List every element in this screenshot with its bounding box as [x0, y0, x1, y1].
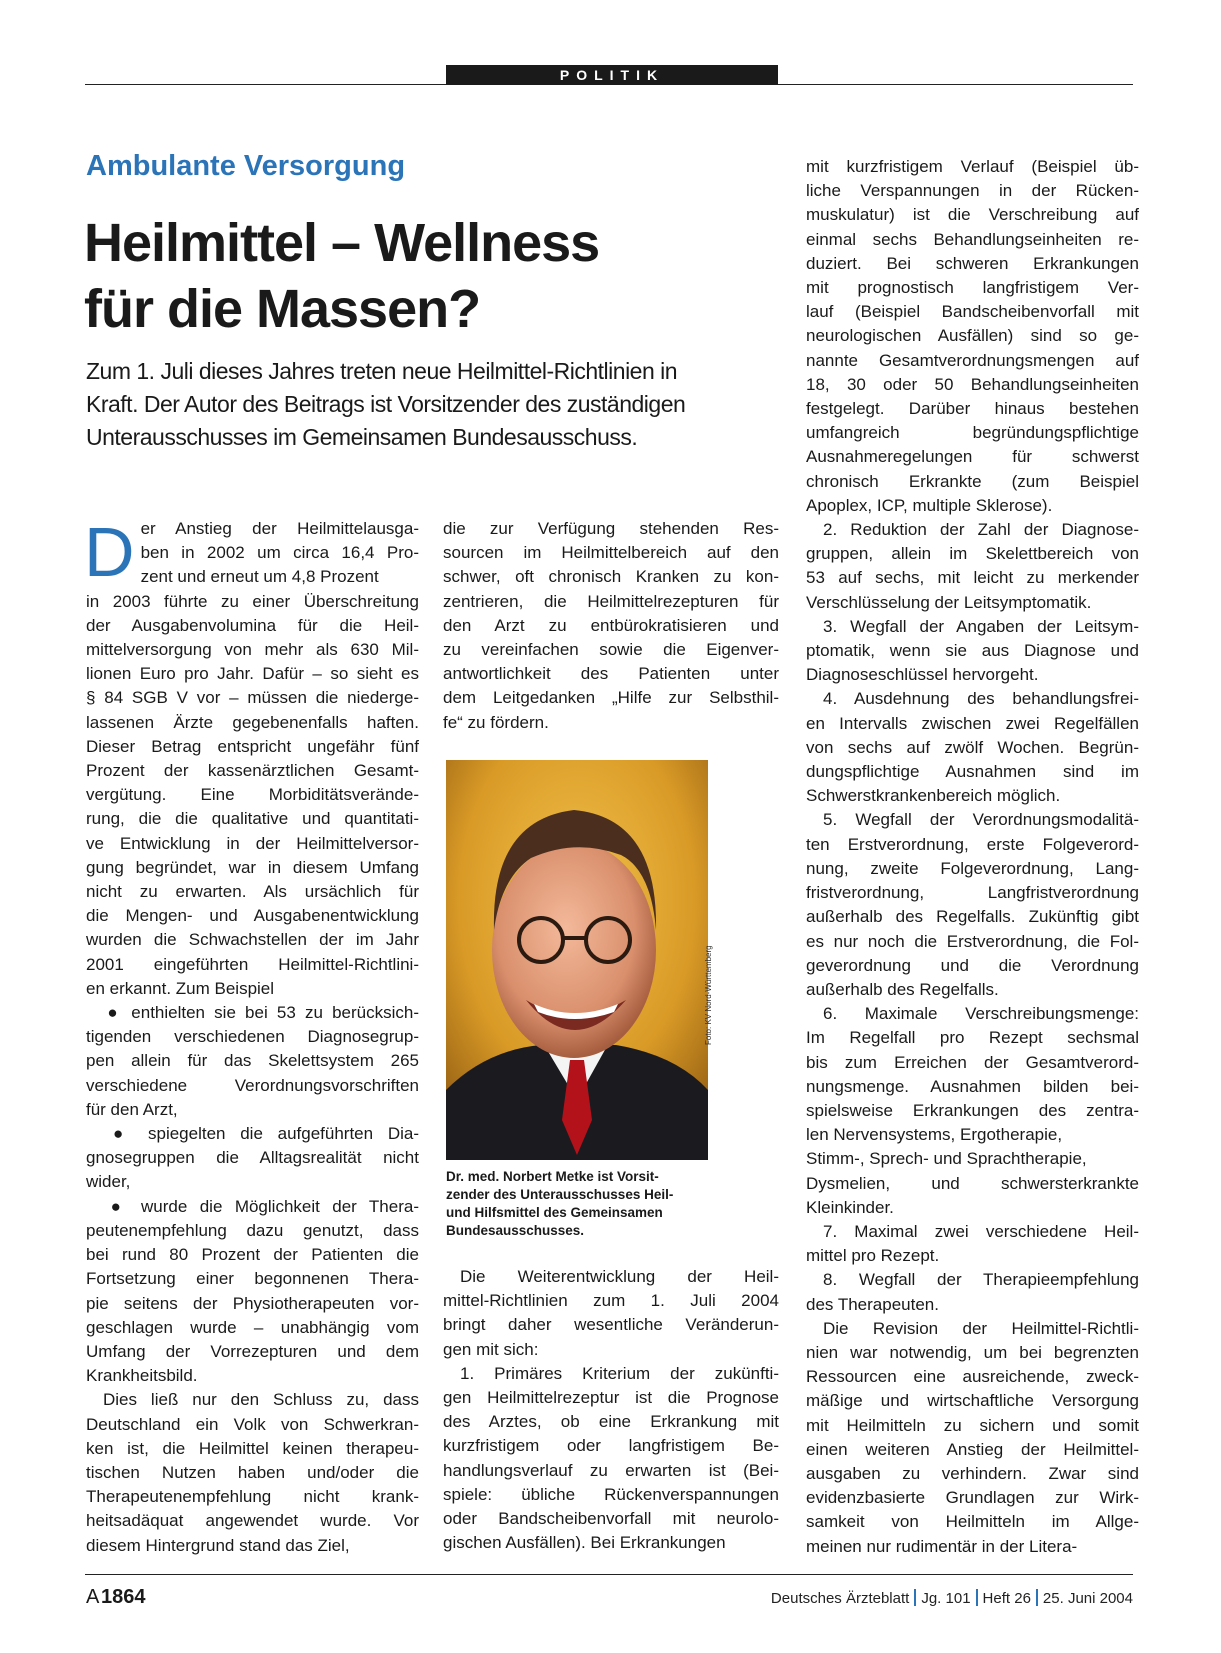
caption-line: Bundesausschusses. — [446, 1223, 585, 1238]
text-line: geschlagen wurde – unabhängig vom — [86, 1317, 419, 1337]
journal-volume: Jg. 101 — [921, 1590, 971, 1607]
text-line: verschiedene Verordnungsvorschriften — [86, 1075, 419, 1095]
text-line: Schwerstkrankenbereich möglich. — [806, 786, 1061, 806]
text-line: liche Verspannungen in der Rücken- — [806, 181, 1139, 201]
article-lead — [86, 355, 776, 454]
text-line: meinen nur rudimentär in der Litera- — [806, 1536, 1078, 1556]
text-line: Die Weiterentwicklung der Heil- — [443, 1267, 779, 1286]
text-line: Krankheitsbild. — [86, 1366, 198, 1386]
text-line: pie seitens der Physiotherapeuten vor- — [86, 1293, 419, 1313]
text-line: bei rund 80 Prozent der Patienten die — [86, 1245, 419, 1265]
text-line: oder Bandscheibenvorfall mit neurolo- — [443, 1509, 779, 1529]
text-column-2 — [443, 517, 779, 735]
text-line: ten Erstverordnung, erste Folgeverord- — [806, 834, 1139, 854]
footer-separator — [1036, 1589, 1038, 1606]
page-number — [86, 1586, 146, 1609]
text-line: zu vereinfachen sowie die Eigenver- — [443, 640, 779, 660]
text-line: Therapeutenempfehlung nicht krank- — [86, 1487, 419, 1507]
footer-separator — [914, 1589, 916, 1606]
text-line: Dieser Betrag entspricht ungefähr fünf — [86, 736, 419, 756]
text-line: spiele: übliche Rückenverspannungen — [443, 1484, 779, 1504]
text-line: festgelegt. Darüber hinaus bestehen — [806, 399, 1139, 419]
text-line: Kleinkinder. — [806, 1197, 894, 1217]
text-line: Prozent der kassenärztlichen Gesamt- — [86, 761, 419, 781]
text-line: Dysmelien, und schwersterkrankte — [806, 1173, 1139, 1193]
text-line: mit kurzfristigem Verlauf (Beispiel üb- — [806, 157, 1139, 176]
text-line: 18, 30 oder 50 Behandlungseinheiten — [806, 374, 1139, 394]
text-line: nung, zweite Folgeverordnung, Lang- — [806, 858, 1139, 878]
text-line: mäßige und wirtschaftliche Versorgung — [806, 1391, 1139, 1411]
text-line: mit prognostisch langfristigem Ver- — [806, 278, 1139, 298]
caption-line: zender des Unterausschusses Heil- — [446, 1187, 674, 1202]
text-line: gen Heilmittelrezeptur ist die Prognose — [443, 1388, 779, 1408]
text-line: ben in 2002 um circa 16,4 Pro- — [140, 543, 419, 563]
text-line: 6. Maximale Verschreibungsmenge: — [806, 1004, 1139, 1024]
text-line: 7. Maximal zwei verschiedene Heil- — [806, 1221, 1139, 1241]
text-line: samkeit von Heilmitteln im Allge- — [806, 1512, 1139, 1532]
text-line: Fortsetzung einer begonnenen Thera- — [86, 1269, 419, 1289]
text-line: gen mit sich: — [443, 1339, 539, 1359]
text-line: nien war notwendig, um bei begrenzten — [806, 1342, 1139, 1362]
text-line: Ressourcen eine ausreichende, zweck- — [806, 1367, 1139, 1387]
text-line: len Nervensystems, Ergotherapie, — [806, 1125, 1063, 1145]
text-line: Umfang der Vorrezepturen und dem — [86, 1341, 419, 1361]
text-line: duziert. Bei schweren Erkrankungen — [806, 253, 1139, 273]
text-line: umfangreich begründungspflichtige — [806, 423, 1139, 443]
text-line: die zur Verfügung stehenden Res- — [443, 519, 779, 538]
article-kicker: Ambulante Versorgung — [86, 150, 406, 182]
text-column-1 — [84, 513, 419, 1558]
text-line: dungspflichtige Ausnahmen sind im — [806, 762, 1139, 782]
journal-name: Deutsches Ärzteblatt — [770, 1590, 910, 1607]
text-line: einen weiteren Anstieg der Heilmittel- — [806, 1439, 1139, 1459]
photo-caption — [446, 1168, 716, 1240]
text-column-2-continued — [443, 1265, 779, 1555]
text-line: 8. Wegfall der Therapieempfehlung — [806, 1270, 1139, 1290]
text-line: einmal sechs Behandlungseinheiten re- — [806, 229, 1139, 249]
text-line: gischen Ausfällen). Bei Erkrankungen — [443, 1533, 726, 1553]
text-line: gnosegruppen die Alltagsrealität nicht — [86, 1148, 419, 1168]
footer-separator — [976, 1589, 978, 1606]
text-line: ve Entwicklung in der Heilmittelversor- — [86, 833, 419, 853]
text-column-3 — [806, 155, 1139, 1559]
text-line: Die Revision der Heilmittel-Richtli- — [806, 1318, 1139, 1338]
text-line: lauf (Beispiel Bandscheibenvorfall mit — [806, 302, 1139, 322]
headline-line: Heilmittel – Wellness — [84, 213, 600, 273]
text-line: Ausnahmeregelungen für schwerst — [806, 447, 1139, 467]
text-line: rung, die die qualitative und quantitati- — [86, 809, 419, 829]
text-line: geverordnung und die Verordnung — [806, 955, 1139, 975]
text-line: den Arzt zu entbürokratisieren und — [443, 615, 779, 635]
headline-line: für die Massen? — [84, 279, 481, 339]
text-line: pen allein für das Skelettsystem 265 — [86, 1051, 419, 1071]
text-line: gung begründet, war in diesem Umfang — [86, 857, 419, 877]
text-line: 5. Wegfall der Verordnungsmodalitä- — [806, 810, 1139, 830]
text-line: kurzfristigem oder langfristigem Be- — [443, 1436, 779, 1456]
text-line: Apoplex, ICP, multiple Sklerose). — [806, 495, 1053, 515]
text-line: heitsadäquat angewendet wurde. Vor — [86, 1511, 419, 1531]
text-line: mittel pro Rezept. — [806, 1246, 940, 1266]
text-line: 4. Ausdehnung des behandlungsfrei- — [806, 689, 1139, 709]
text-line: die Mengen- und Ausgabenentwicklung — [86, 906, 419, 926]
journal-date: 25. Juni 2004 — [1042, 1590, 1133, 1607]
text-line: antwortlichkeit des Patienten unter — [443, 664, 779, 684]
journal-issue: Heft 26 — [982, 1590, 1031, 1607]
text-line: vergütung. Eine Morbiditätsverände- — [86, 785, 419, 805]
text-line: mittelversorgung von mehr als 630 Mil- — [86, 640, 419, 660]
text-line: lassenen Ärzte gegebenenfalls haften. — [86, 712, 419, 732]
text-line: fe“ zu fördern. — [443, 712, 549, 732]
text-line: dem Leitgedanken „Hilfe zur Selbsthil- — [443, 688, 779, 708]
section-label: POLITIK — [446, 65, 778, 85]
lead-line: Unterausschusses im Gemeinsamen Bundesausschuss. — [86, 424, 638, 450]
text-line: chronisch Erkrankte (zum Beispiel — [806, 471, 1139, 491]
text-line: ● enthielten sie bei 53 zu berücksich- — [86, 1003, 419, 1023]
text-line: tischen Nutzen haben und/oder die — [86, 1462, 419, 1482]
text-line: Deutschland ein Volk von Schwerkran- — [86, 1414, 419, 1434]
text-line: Verschlüsselung der Leitsymptomatik. — [806, 592, 1092, 612]
lead-line: Zum 1. Juli dieses Jahres treten neue Heilmittel-Richtlinien in — [86, 358, 678, 384]
text-line: neurologischen Ausfällen) sind so ge- — [806, 326, 1139, 346]
article-headline — [84, 210, 774, 342]
text-line: 2. Reduktion der Zahl der Diagnose- — [806, 520, 1139, 540]
text-line: sourcen im Heilmittelbereich auf den — [443, 543, 779, 563]
text-line: evidenzbasierte Grundlagen zur Wirk- — [806, 1488, 1139, 1508]
text-line: mit Heilmitteln zu sichern und somit — [806, 1415, 1139, 1435]
text-line: von sechs auf zwölf Wochen. Begrün- — [806, 737, 1139, 757]
text-line: ausgaben zu verhindern. Zwar sind — [806, 1463, 1139, 1483]
text-line: er Anstieg der Heilmittelausga- — [140, 519, 419, 538]
text-line: 53 auf sechs, mit leicht zu merkender — [806, 568, 1139, 588]
text-line: wider, — [86, 1172, 131, 1192]
text-line: ken ist, die Heilmittel keinen therapeu- — [86, 1438, 419, 1458]
journal-footer — [771, 1589, 1133, 1607]
text-line: ● wurde die Möglichkeit der Thera- — [86, 1196, 419, 1216]
text-line: nungsmenge. Ausnahmen bilden bei- — [806, 1076, 1139, 1096]
page-prefix: A — [86, 1586, 100, 1608]
text-line: fristverordnung, Langfristverordnung — [806, 883, 1139, 903]
text-line: Im Regelfall pro Rezept sechsmal — [806, 1028, 1139, 1048]
text-line: 3. Wegfall der Angaben der Leitsym- — [806, 616, 1139, 636]
text-line: en erkannt. Zum Beispiel — [86, 978, 275, 998]
text-line: außerhalb des Regelfalls. Zukünftig gibt — [806, 907, 1139, 927]
text-line: peutenempfehlung dazu genutzt, dass — [86, 1220, 419, 1240]
text-line: tigenden verschiedenen Diagnosegrup- — [86, 1027, 419, 1047]
text-line: nannte Gesamtverordnungsmengen auf — [806, 350, 1139, 370]
text-line: schwer, oft chronisch Kranken zu kon- — [443, 567, 779, 587]
text-line: diesem Hintergrund stand das Ziel, — [86, 1535, 350, 1555]
text-line: des Arztes, ob eine Erkrankung mit — [443, 1412, 779, 1432]
text-line: für den Arzt, — [86, 1099, 178, 1119]
text-line: nicht zu erwarten. Als ursächlich für — [86, 882, 419, 902]
text-line: en Intervalls zwischen zwei Regelfällen — [806, 713, 1139, 733]
text-line: es nur noch die Erstverordnung, die Fol- — [806, 931, 1139, 951]
text-line: ● spiegelten die aufgeführten Dia- — [86, 1124, 419, 1144]
text-line: handlungsverlauf zu erwarten ist (Bei- — [443, 1460, 779, 1480]
text-line: spielsweise Erkrankungen des zentra- — [806, 1100, 1139, 1120]
text-line: mittel-Richtlinien zum 1. Juli 2004 — [443, 1291, 779, 1311]
text-line: Diagnoseschlüssel hervorgeht. — [806, 665, 1039, 685]
text-line: des Therapeuten. — [806, 1294, 939, 1314]
text-line: muskulatur) ist die Verschreibung auf — [806, 205, 1139, 225]
text-line: Stimm-, Sprech- und Sprachtherapie, — [806, 1149, 1087, 1169]
text-line: zentrieren, die Heilmittelrezepturen für — [443, 591, 779, 611]
text-line: in 2003 führte zu einer Überschreitung — [86, 591, 419, 611]
text-line: ptomatik, wenn sie aus Diagnose und — [806, 641, 1139, 661]
text-line: bis zum Erreichen der Gesamtverord- — [806, 1052, 1139, 1072]
page-number-value: 1864 — [101, 1586, 146, 1608]
caption-line: Dr. med. Norbert Metke ist Vorsit- — [446, 1169, 659, 1184]
text-line: 1. Primäres Kriterium der zukünfti- — [443, 1363, 779, 1383]
text-line: zent und erneut um 4,8 Prozent — [140, 567, 379, 587]
text-line: wurden die Schwachstellen der im Jahr — [86, 930, 419, 950]
text-line: bringt daher wesentliche Veränderun- — [443, 1315, 779, 1335]
author-photo — [446, 760, 708, 1160]
text-line: außerhalb des Regelfalls. — [806, 979, 999, 999]
text-line: lionen Euro pro Jahr. Dafür – so sieht es — [86, 664, 419, 684]
photo-credit: Foto: KV Nord-Württemberg — [704, 945, 713, 1045]
text-line: 2001 eingeführten Heilmittel-Richtlini- — [86, 954, 419, 974]
caption-line: und Hilfsmittel des Gemeinsamen — [446, 1205, 663, 1220]
text-line: der Ausgabenvolumina für die Heil- — [86, 615, 419, 635]
footer-rule — [85, 1574, 1133, 1575]
drop-cap: D — [84, 513, 135, 591]
text-line: Dies ließ nur den Schluss zu, dass — [86, 1390, 419, 1410]
text-line: § 84 SGB V vor – müssen die niederge- — [86, 688, 419, 708]
lead-line: Kraft. Der Autor des Beitrags ist Vorsitzender des zuständigen — [86, 391, 686, 417]
text-line: gruppen, allein im Skelettbereich von — [806, 544, 1139, 564]
